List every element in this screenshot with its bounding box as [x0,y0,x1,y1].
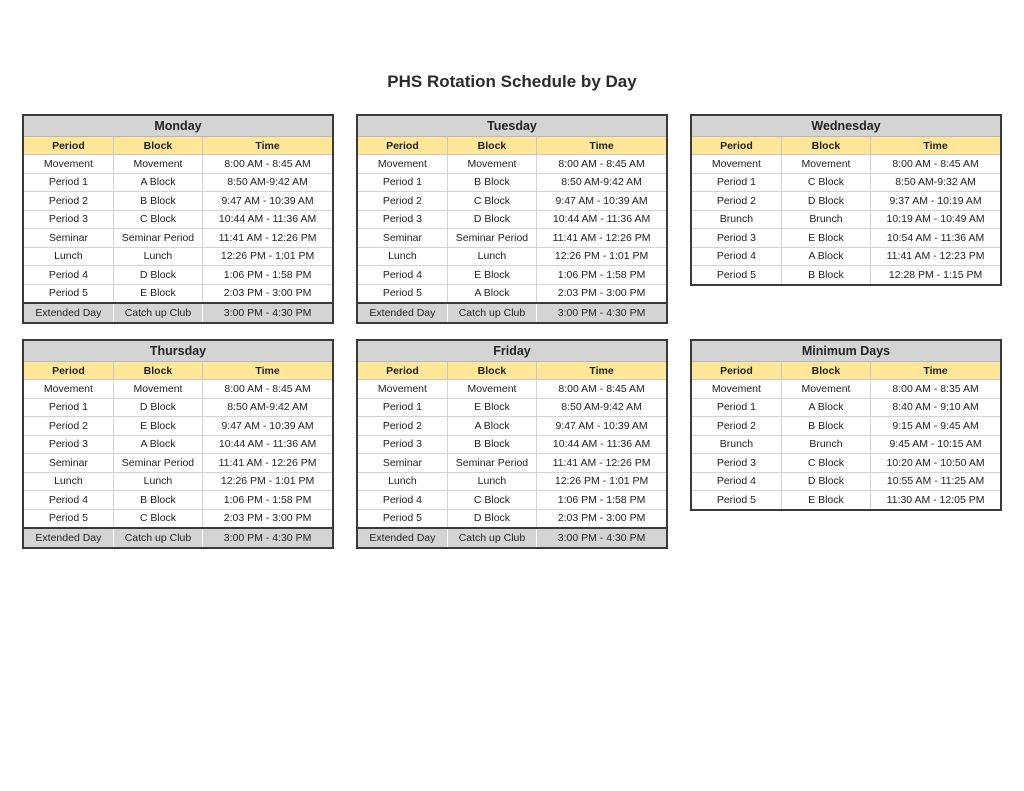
time-cell: 8:50 AM-9:42 AM [537,173,666,192]
time-cell: 1:06 PM - 1:58 PM [203,491,332,510]
table-row [358,509,666,528]
table-row [692,229,1000,248]
block-cell: D Block [781,192,870,211]
table-row [24,398,332,417]
table-row [358,435,666,454]
table-row [24,229,332,248]
block-cell: E Block [781,491,870,509]
period-cell: Period 5 [24,284,113,303]
time-cell: 8:00 AM - 8:35 AM [871,380,1000,399]
schedule-table-friday [356,339,668,549]
time-cell: 8:40 AM - 9:10 AM [871,398,1000,417]
time-cell: 11:41 AM - 12:26 PM [203,454,332,473]
block-cell: Catch up Club [113,528,202,547]
block-cell: B Block [447,173,536,192]
block-cell: B Block [113,192,202,211]
time-cell: 9:47 AM - 10:39 AM [537,417,666,436]
block-cell: B Block [781,417,870,436]
table-row [24,417,332,436]
block-cell: A Block [447,417,536,436]
page-title: PHS Rotation Schedule by Day [387,72,637,91]
table-row [24,491,332,510]
block-cell: D Block [113,266,202,285]
time-cell: 3:00 PM - 4:30 PM [203,528,332,547]
table-row [692,435,1000,454]
period-cell: Brunch [692,435,781,454]
time-cell: 11:41 AM - 12:26 PM [203,229,332,248]
period-cell: Extended Day [358,528,447,547]
block-cell: Catch up Club [447,528,536,547]
period-cell: Lunch [358,247,447,266]
time-cell: 9:15 AM - 9:45 AM [871,417,1000,436]
column-header-block: Block [781,137,870,155]
table-row [692,247,1000,266]
time-cell: 8:00 AM - 8:45 AM [537,155,666,174]
period-cell: Movement [24,380,113,399]
table-row [24,155,332,174]
period-cell: Brunch [692,210,781,229]
period-cell: Period 1 [24,398,113,417]
table-row [24,284,332,303]
period-cell: Extended Day [24,528,113,547]
period-cell: Seminar [358,454,447,473]
period-cell: Period 3 [358,210,447,229]
period-cell: Lunch [358,472,447,491]
block-cell: Catch up Club [113,303,202,322]
block-cell: E Block [113,417,202,436]
period-cell: Lunch [24,472,113,491]
period-cell: Period 3 [24,210,113,229]
period-cell: Period 5 [692,491,781,509]
schedule-table-wednesday [690,114,1002,286]
time-cell: 10:19 AM - 10:49 AM [871,210,1000,229]
time-cell: 9:47 AM - 10:39 AM [203,417,332,436]
table-row [692,472,1000,491]
column-header-block: Block [447,362,536,380]
block-cell: Seminar Period [113,229,202,248]
period-cell: Seminar [24,454,113,473]
block-cell: A Block [781,398,870,417]
day-title: Friday [358,341,666,362]
block-cell: Movement [447,380,536,399]
time-cell: 3:00 PM - 4:30 PM [537,528,666,547]
table-row [692,398,1000,417]
table-row [358,266,666,285]
block-cell: A Block [781,247,870,266]
time-cell: 8:00 AM - 8:45 AM [871,155,1000,174]
period-cell: Period 2 [358,192,447,211]
table-row [358,192,666,211]
schedule-table-thursday [22,339,334,549]
block-cell: B Block [447,435,536,454]
time-cell: 2:03 PM - 3:00 PM [203,509,332,528]
time-cell: 9:37 AM - 10:19 AM [871,192,1000,211]
block-cell: A Block [113,173,202,192]
table-row [358,247,666,266]
period-cell: Movement [24,155,113,174]
column-header-period: Period [358,137,447,155]
block-cell: C Block [781,173,870,192]
time-cell: 9:47 AM - 10:39 AM [203,192,332,211]
column-header-period: Period [692,362,781,380]
block-cell: C Block [447,192,536,211]
time-cell: 1:06 PM - 1:58 PM [203,266,332,285]
block-cell: D Block [781,472,870,491]
block-cell: E Block [447,398,536,417]
time-cell: 8:00 AM - 8:45 AM [203,155,332,174]
block-cell: Seminar Period [447,454,536,473]
table-row [24,472,332,491]
column-header-time: Time [203,137,332,155]
block-cell: E Block [113,284,202,303]
extended-day-row [24,528,332,547]
period-cell: Period 3 [358,435,447,454]
block-cell: Brunch [781,210,870,229]
time-cell: 10:54 AM - 11:36 AM [871,229,1000,248]
block-cell: Seminar Period [447,229,536,248]
period-cell: Period 4 [358,491,447,510]
period-cell: Period 2 [24,192,113,211]
time-cell: 8:50 AM-9:42 AM [203,398,332,417]
table-row [358,229,666,248]
table-row [692,192,1000,211]
time-cell: 10:55 AM - 11:25 AM [871,472,1000,491]
day-title: Monday [24,116,332,137]
table-row [358,284,666,303]
schedule-table-tuesday [356,114,668,324]
time-cell: 8:00 AM - 8:45 AM [203,380,332,399]
period-cell: Period 2 [692,417,781,436]
period-cell: Movement [358,380,447,399]
column-header-time: Time [537,362,666,380]
block-cell: D Block [447,509,536,528]
table-row [692,380,1000,399]
table-row [24,247,332,266]
column-header-block: Block [113,362,202,380]
period-cell: Extended Day [358,303,447,322]
column-header-period: Period [358,362,447,380]
period-cell: Period 3 [692,229,781,248]
time-cell: 8:50 AM-9:42 AM [203,173,332,192]
period-cell: Movement [692,155,781,174]
period-cell: Period 1 [358,173,447,192]
time-cell: 10:20 AM - 10:50 AM [871,454,1000,473]
period-cell: Lunch [24,247,113,266]
table-row [358,173,666,192]
table-row [24,173,332,192]
time-cell: 12:28 PM - 1:15 PM [871,266,1000,284]
time-cell: 8:50 AM-9:32 AM [871,173,1000,192]
block-cell: D Block [447,210,536,229]
block-cell: Movement [781,155,870,174]
time-cell: 1:06 PM - 1:58 PM [537,266,666,285]
time-cell: 3:00 PM - 4:30 PM [537,303,666,322]
table-row [358,472,666,491]
block-cell: Movement [113,380,202,399]
period-cell: Period 2 [692,192,781,211]
table-row [358,417,666,436]
block-cell: Lunch [113,472,202,491]
time-cell: 12:26 PM - 1:01 PM [203,472,332,491]
block-cell: Movement [113,155,202,174]
time-cell: 10:44 AM - 11:36 AM [203,435,332,454]
block-cell: Movement [781,380,870,399]
block-cell: A Block [113,435,202,454]
time-cell: 11:41 AM - 12:26 PM [537,229,666,248]
block-cell: C Block [781,454,870,473]
table-row [358,380,666,399]
schedule-table-minimum-days [690,339,1002,511]
block-cell: Catch up Club [447,303,536,322]
time-cell: 9:45 AM - 10:15 AM [871,435,1000,454]
extended-day-row [358,528,666,547]
period-cell: Period 3 [24,435,113,454]
period-cell: Period 4 [692,247,781,266]
time-cell: 10:44 AM - 11:36 AM [537,210,666,229]
block-cell: E Block [781,229,870,248]
day-title: Tuesday [358,116,666,137]
table-row [24,509,332,528]
time-cell: 8:00 AM - 8:45 AM [537,380,666,399]
time-cell: 10:44 AM - 11:36 AM [203,210,332,229]
period-cell: Period 5 [24,509,113,528]
table-row [692,210,1000,229]
period-cell: Seminar [358,229,447,248]
column-header-block: Block [781,362,870,380]
period-cell: Period 4 [358,266,447,285]
block-cell: Movement [447,155,536,174]
table-row [358,210,666,229]
time-cell: 2:03 PM - 3:00 PM [203,284,332,303]
table-row [24,210,332,229]
block-cell: C Block [113,509,202,528]
table-row [358,155,666,174]
period-cell: Period 5 [358,509,447,528]
block-cell: E Block [447,266,536,285]
period-cell: Period 3 [692,454,781,473]
column-header-period: Period [692,137,781,155]
period-cell: Movement [358,155,447,174]
time-cell: 2:03 PM - 3:00 PM [537,284,666,303]
block-cell: Lunch [447,247,536,266]
table-row [24,266,332,285]
block-cell: Seminar Period [113,454,202,473]
schedule-table-monday [22,114,334,324]
block-cell: Lunch [447,472,536,491]
day-title: Wednesday [692,116,1000,137]
period-cell: Extended Day [24,303,113,322]
time-cell: 12:26 PM - 1:01 PM [203,247,332,266]
column-header-block: Block [113,137,202,155]
day-title: Minimum Days [692,341,1000,362]
block-cell: C Block [113,210,202,229]
table-row [24,454,332,473]
table-row [692,155,1000,174]
time-cell: 12:26 PM - 1:01 PM [537,472,666,491]
table-row [692,491,1000,509]
period-cell: Period 1 [358,398,447,417]
table-row [358,491,666,510]
column-header-time: Time [871,362,1000,380]
period-cell: Period 2 [24,417,113,436]
extended-day-row [24,303,332,322]
table-row [692,454,1000,473]
column-header-time: Time [203,362,332,380]
block-cell: D Block [113,398,202,417]
block-cell: Lunch [113,247,202,266]
time-cell: 9:47 AM - 10:39 AM [537,192,666,211]
table-row [692,173,1000,192]
table-row [358,454,666,473]
period-cell: Period 5 [692,266,781,284]
column-header-block: Block [447,137,536,155]
period-cell: Period 1 [24,173,113,192]
block-cell: A Block [447,284,536,303]
column-header-period: Period [24,137,113,155]
time-cell: 11:30 AM - 12:05 PM [871,491,1000,509]
time-cell: 2:03 PM - 3:00 PM [537,509,666,528]
table-row [24,192,332,211]
period-cell: Period 1 [692,398,781,417]
extended-day-row [358,303,666,322]
period-cell: Period 4 [692,472,781,491]
table-row [358,398,666,417]
period-cell: Movement [692,380,781,399]
time-cell: 8:50 AM-9:42 AM [537,398,666,417]
table-row [692,266,1000,284]
block-cell: Brunch [781,435,870,454]
period-cell: Period 1 [692,173,781,192]
column-header-time: Time [537,137,666,155]
column-header-period: Period [24,362,113,380]
table-row [692,417,1000,436]
time-cell: 1:06 PM - 1:58 PM [537,491,666,510]
block-cell: B Block [113,491,202,510]
time-cell: 12:26 PM - 1:01 PM [537,247,666,266]
table-row [24,380,332,399]
block-cell: B Block [781,266,870,284]
period-cell: Seminar [24,229,113,248]
period-cell: Period 4 [24,491,113,510]
period-cell: Period 2 [358,417,447,436]
table-row [24,435,332,454]
time-cell: 10:44 AM - 11:36 AM [537,435,666,454]
time-cell: 3:00 PM - 4:30 PM [203,303,332,322]
period-cell: Period 4 [24,266,113,285]
day-title: Thursday [24,341,332,362]
block-cell: C Block [447,491,536,510]
column-header-time: Time [871,137,1000,155]
time-cell: 11:41 AM - 12:23 PM [871,247,1000,266]
time-cell: 11:41 AM - 12:26 PM [537,454,666,473]
period-cell: Period 5 [358,284,447,303]
